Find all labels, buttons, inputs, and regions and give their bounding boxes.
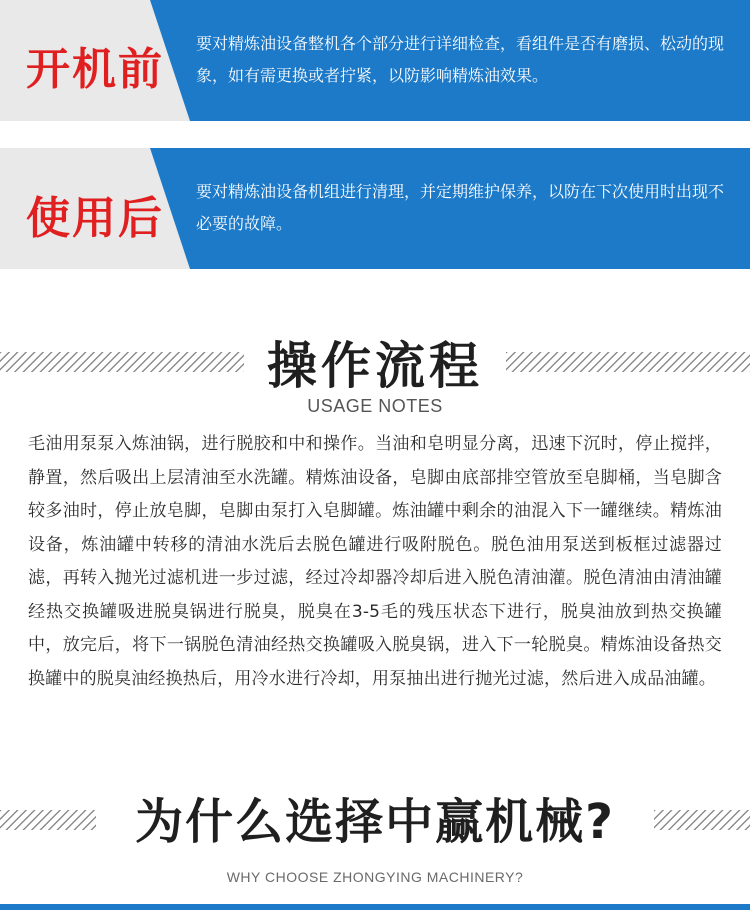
card-text-after: 要对精炼油设备机组进行清理，并定期维护保养，以防在下次使用时出现不必要的故障。 [196, 182, 725, 233]
hatch-divider-right [506, 352, 750, 372]
card-text-before: 要对精炼油设备整机各个部分进行详细检查，看组件是否有磨损、松动的现象，如有需更换或者拧紧，以防影响精炼油效果。 [196, 34, 725, 85]
why-title: 为什么选择中赢机械? [135, 794, 615, 850]
why-subtitle: WHY CHOOSE ZHONGYING MACHINERY? [226, 869, 524, 885]
process-heading [0, 338, 750, 418]
why-heading [0, 792, 750, 892]
hatch-divider-left [0, 810, 96, 830]
hatch-divider-left [0, 352, 244, 372]
bottom-accent-bar [0, 904, 750, 910]
process-title: 操作流程 [267, 337, 483, 395]
hatch-divider-right [654, 810, 750, 830]
card-before-startup [0, 0, 750, 121]
card-title-before: 开机前 [26, 44, 164, 95]
card-after-use [0, 148, 750, 269]
process-description: 毛油用泵泵入炼油锅，进行脱胶和中和操作。当油和皂明显分离，迅速下沉时，停止搅拌，静置，然后吸出上层清油至水洗罐。精炼油设备，皂脚由底部排空管放至皂脚桶，当皂脚含较多油时，停止放皂脚，皂脚由泵打入皂脚罐。炼油罐中剩余的油混入下一罐继续。精炼油设备，炼油罐中转移的清油水洗后去脱色罐进行吸附脱色。脱色油用泵送到板框过滤器过滤，再转入抛光过滤机进一步过滤，经过冷却器冷却后进入脱色清油灌。脱色清油由清油罐经热交换罐吸进脱臭锅进行脱臭，脱臭在3-5毛的残压状态下进行，脱臭油放到热交换罐中，放完后，将下一锅脱色清油经热交换罐吸入脱臭锅，进入下一轮脱臭。精炼油设备热交换罐中的脱臭油经换热后，用冷水进行冷却，用泵抽出进行抛光过滤，然后进入成品油罐。 [28, 434, 722, 689]
card-title-after: 使用后 [26, 193, 164, 244]
process-subtitle: USAGE NOTES [307, 396, 443, 416]
